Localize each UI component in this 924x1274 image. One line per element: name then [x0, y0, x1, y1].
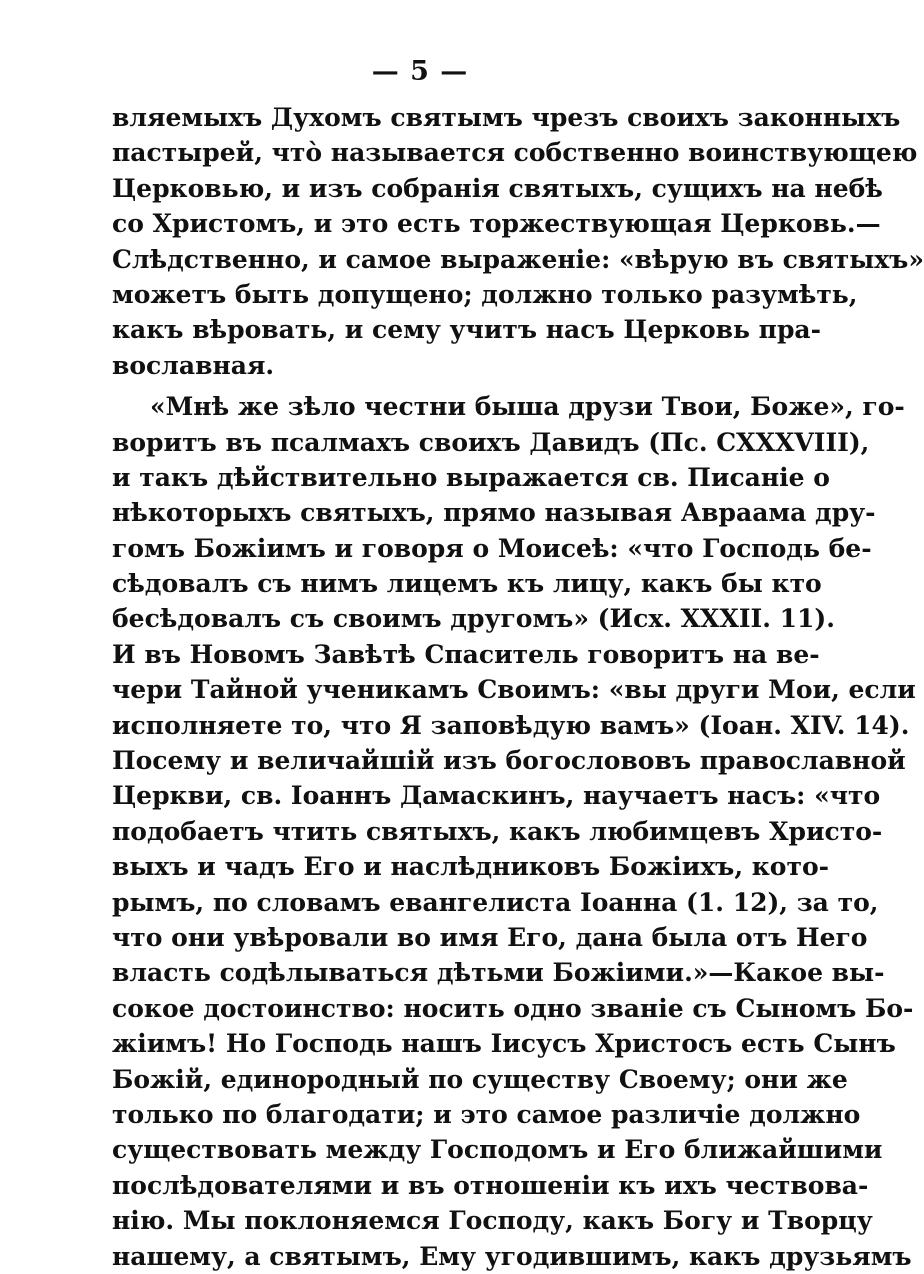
- text-line: чери Тайной ученикамъ Своимъ: «вы други Мои, если: [112, 675, 916, 705]
- text-line: можетъ быть допущено; должно только разумѣть,: [112, 279, 858, 309]
- text-line: со Христомъ, и это есть торжествующая Церковь.—: [112, 209, 881, 239]
- text-line: выхъ и чадъ Его и наслѣдниковъ Божіихъ, кото-: [112, 852, 829, 882]
- text-line: нію. Мы поклоняемся Господу, какъ Богу и Творцу: [112, 1206, 873, 1236]
- text-line: жіимъ! Но Господь нашъ Іисусъ Христосъ есть Сынъ: [112, 1029, 896, 1059]
- text-line: вославная.: [112, 350, 275, 380]
- text-line: Церкви, св. Іоаннъ Дамаскинъ, научаетъ насъ: «что: [112, 781, 881, 811]
- text-line: «Мнѣ же зѣло честни быша друзи Твои, Боже», го-: [150, 392, 905, 422]
- page-number: — 5 —: [371, 56, 469, 87]
- text-line: какъ вѣровать, и сему учитъ насъ Церковь пра-: [112, 315, 822, 345]
- text-line: исполняете то, что Я заповѣдую вамъ» (Іоан. XIV. 14).: [112, 710, 910, 740]
- text-line: бесѣдовалъ съ своимъ другомъ» (Исх. XXXII. 11).: [112, 604, 835, 634]
- text-line: что они увѣровали во имя Его, дана была отъ Него: [112, 922, 868, 952]
- text-line: подобаетъ чтить святыхъ, какъ любимцевъ Христо-: [112, 816, 883, 846]
- text-line: Церковью, и изъ собранія святыхъ, сущихъ на небѣ: [112, 173, 883, 203]
- text-line: Посему и величайшій изъ богослововъ православной: [112, 746, 906, 776]
- text-line: сѣдовалъ съ нимъ лицемъ къ лицу, какъ бы кто: [112, 569, 822, 599]
- text-line: нѣкоторыхъ святыхъ, прямо называя Авраама дру-: [112, 498, 876, 528]
- text-line: И въ Новомъ Завѣтѣ Спаситель говоритъ на ве-: [112, 639, 820, 669]
- text-line: пастырей, чтò называется собственно воинствующею: [112, 138, 918, 168]
- text-line: рымъ, по словамъ евангелиста Іоанна (1. 12), за то,: [112, 887, 879, 917]
- text-line: воритъ въ псалмахъ своихъ Давидъ (Пс. CXXXVIII),: [112, 427, 870, 457]
- text-line: только по благодати; и это самое различіе должно: [112, 1099, 861, 1129]
- text-line: гомъ Божіимъ и говоря о Моисеѣ: «что Господь бе-: [112, 533, 872, 563]
- text-line: вляемыхъ Духомъ святымъ чрезъ своихъ законныхъ: [112, 103, 901, 132]
- text-line: сокое достоинство: носить одно званіе съ Сыномъ Бо-: [112, 993, 914, 1023]
- text-line: нашему, а святымъ, Ему угодившимъ, какъ друзьямъ: [112, 1241, 912, 1271]
- text-line: существовать между Господомъ и Его ближайшими: [112, 1135, 883, 1165]
- text-line: Слѣдственно, и самое выраженіе: «вѣрую въ святыхъ»: [112, 244, 924, 274]
- page-body: [112, 100, 924, 1274]
- text-line: власть содѣлываться дѣтьми Божіими.»—Какое вы-: [112, 958, 885, 988]
- text-line: послѣдователями и въ отношеніи къ ихъ чествова-: [112, 1170, 869, 1200]
- text-line: Божій, единородный по существу Своему; они же: [112, 1064, 848, 1094]
- text-line: и такъ дѣйствительно выражается св. Писаніе о: [112, 462, 830, 492]
